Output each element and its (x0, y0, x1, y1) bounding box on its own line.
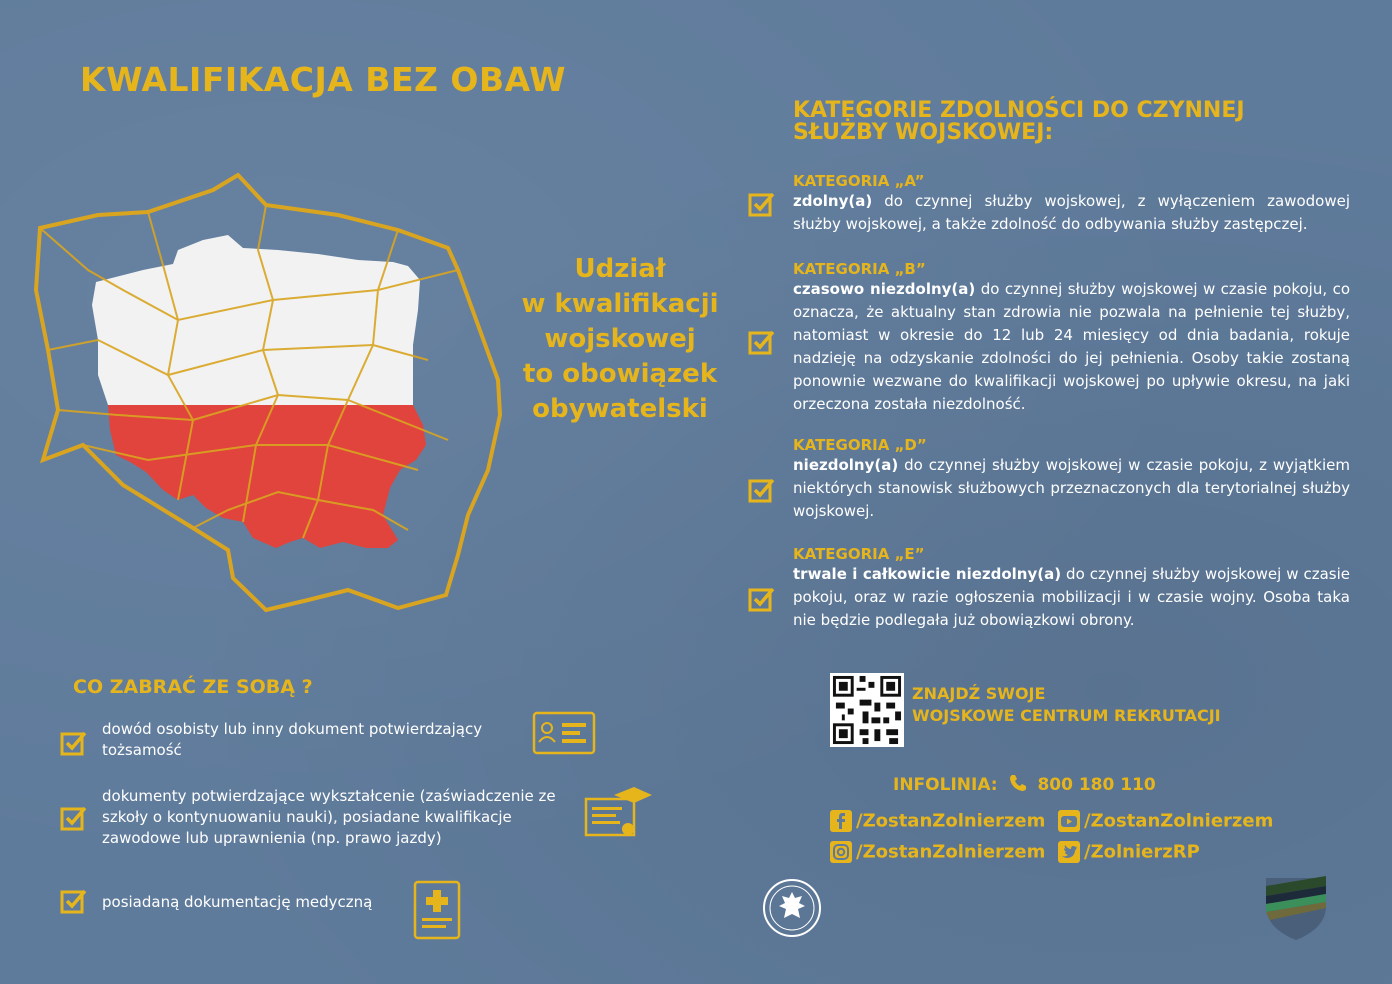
category-d (748, 436, 1350, 523)
phone-icon (1008, 773, 1028, 793)
checkbox-check-icon (60, 729, 88, 757)
category-text: do czynnej służby wojskowej w czasie pokoju, co oznacza, że aktualny stan zdrowia nie pozwala na pełnienie tej służby, natomiast w okresie do 12 lub 24 miesięcy od dnia badania, rokuje nadzieję na odzyskanie zdolności do jej pełnienia. Osoby takie zostaną ponownie wezwane do kwalifikacji wojskowej po upływie okresu, na jaki orzeczona została niezdolność. (793, 280, 1351, 413)
hotline-label: INFOLINIA: (893, 775, 998, 795)
page-title: KWALIFIKACJA BEZ OBAW (80, 60, 567, 99)
bring-list-item (60, 892, 580, 913)
instagram-handle: /ZostanZolnierzem (856, 841, 1046, 863)
qr-code[interactable] (830, 673, 904, 747)
category-text: do czynnej służby wojskowej w czasie pokoju, z wyjątkiem niektórych stanowisk służbowych przeznaczonych dla terytorialnej służby wojskowej. (793, 456, 1350, 520)
twitter-handle: /ZolnierzRP (1084, 841, 1200, 863)
hotline-number[interactable]: 800 180 110 (1037, 775, 1156, 795)
checkbox-check-icon (748, 585, 776, 613)
category-bold: niezdolny(a) (793, 456, 899, 474)
checkbox-check-icon (748, 328, 776, 356)
category-bold: zdolny(a) (793, 192, 873, 210)
facebook-handle: /ZostanZolnierzem (856, 810, 1046, 832)
facebook-link[interactable] (830, 810, 1045, 832)
category-description (793, 454, 1350, 523)
slogan-line: wojskowej (544, 324, 696, 354)
twitter-link[interactable] (1058, 841, 1200, 863)
category-label: KATEGORIA „E” (793, 545, 925, 563)
bring-item-text: posiadaną dokumentację medyczną (102, 893, 373, 911)
category-bold: czasowo niezdolny(a) (793, 280, 976, 298)
instagram-link[interactable] (830, 841, 1045, 863)
checkbox-check-icon (748, 190, 776, 218)
category-a (748, 172, 1350, 236)
categories-title: KATEGORIE ZDOLNOŚCI DO CZYNNEJ SŁUŻBY WOJSKOWEJ: (793, 98, 1245, 145)
bring-section-title: CO ZABRAĆ ZE SOBĄ ? (73, 676, 313, 698)
diploma-icon (584, 785, 654, 841)
category-text: do czynnej służby wojskowej w czasie pokoju, oraz w razie ogłoszenia mobilizacji i w czasie wojny. Osoba taka nie będzie podlegała już obowiązkowi obrony. (793, 565, 1350, 629)
twitter-icon (1058, 841, 1080, 863)
find-line: ZNAJDŹ SWOJE (912, 684, 1046, 703)
category-text: do czynnej służby wojskowej, z wyłączeniem zawodowej służby wojskowej, a także zdolność do odbywania służby zastępczej. (793, 192, 1350, 233)
slogan-line: Udział (574, 254, 666, 284)
poland-map-illustration (28, 170, 508, 620)
poland-flag-map (28, 170, 508, 620)
map-white-region (92, 235, 420, 405)
bring-item-text: dokumenty potwierdzające wykształcenie (zaświadczenie ze szkoły o kontynuowaniu nauki), posiadane kwalifikacje zawodowe lub uprawnienia (np. prawo jazdy) (102, 787, 556, 847)
category-b (748, 260, 1350, 416)
find-recruitment-center[interactable] (912, 683, 1221, 727)
category-label: KATEGORIA „D” (793, 436, 927, 454)
medical-document-icon (413, 880, 461, 940)
polish-army-emblem-logo (762, 878, 822, 938)
slogan (500, 252, 740, 427)
slogan-line: w kwalifikacji (521, 289, 719, 319)
territorial-defense-shield-logo (1260, 872, 1332, 942)
slogan-line: obywatelski (532, 394, 708, 424)
slogan-line: to obowiązek (522, 359, 718, 389)
bring-list-item (60, 786, 580, 849)
find-line: WOJSKOWE CENTRUM REKRUTACJI (912, 706, 1221, 725)
checkbox-check-icon (60, 887, 88, 915)
category-e (748, 545, 1350, 632)
checkbox-check-icon (60, 804, 88, 832)
youtube-icon (1058, 810, 1080, 832)
category-description (793, 278, 1350, 416)
youtube-handle: /ZostanZolnierzem (1084, 810, 1274, 832)
hotline (893, 773, 1156, 795)
id-card-icon (532, 711, 596, 755)
category-description (793, 190, 1350, 236)
category-description (793, 563, 1350, 632)
category-bold: trwale i całkowicie niezdolny(a) (793, 565, 1062, 583)
bring-list-item (60, 719, 580, 761)
category-label: KATEGORIA „A” (793, 172, 925, 190)
instagram-icon (830, 841, 852, 863)
facebook-icon (830, 810, 852, 832)
category-label: KATEGORIA „B” (793, 260, 926, 278)
youtube-link[interactable] (1058, 810, 1273, 832)
checkbox-check-icon (748, 476, 776, 504)
bring-item-text: dowód osobisty lub inny dokument potwierdzający tożsamość (102, 720, 483, 759)
map-red-region (108, 405, 426, 548)
